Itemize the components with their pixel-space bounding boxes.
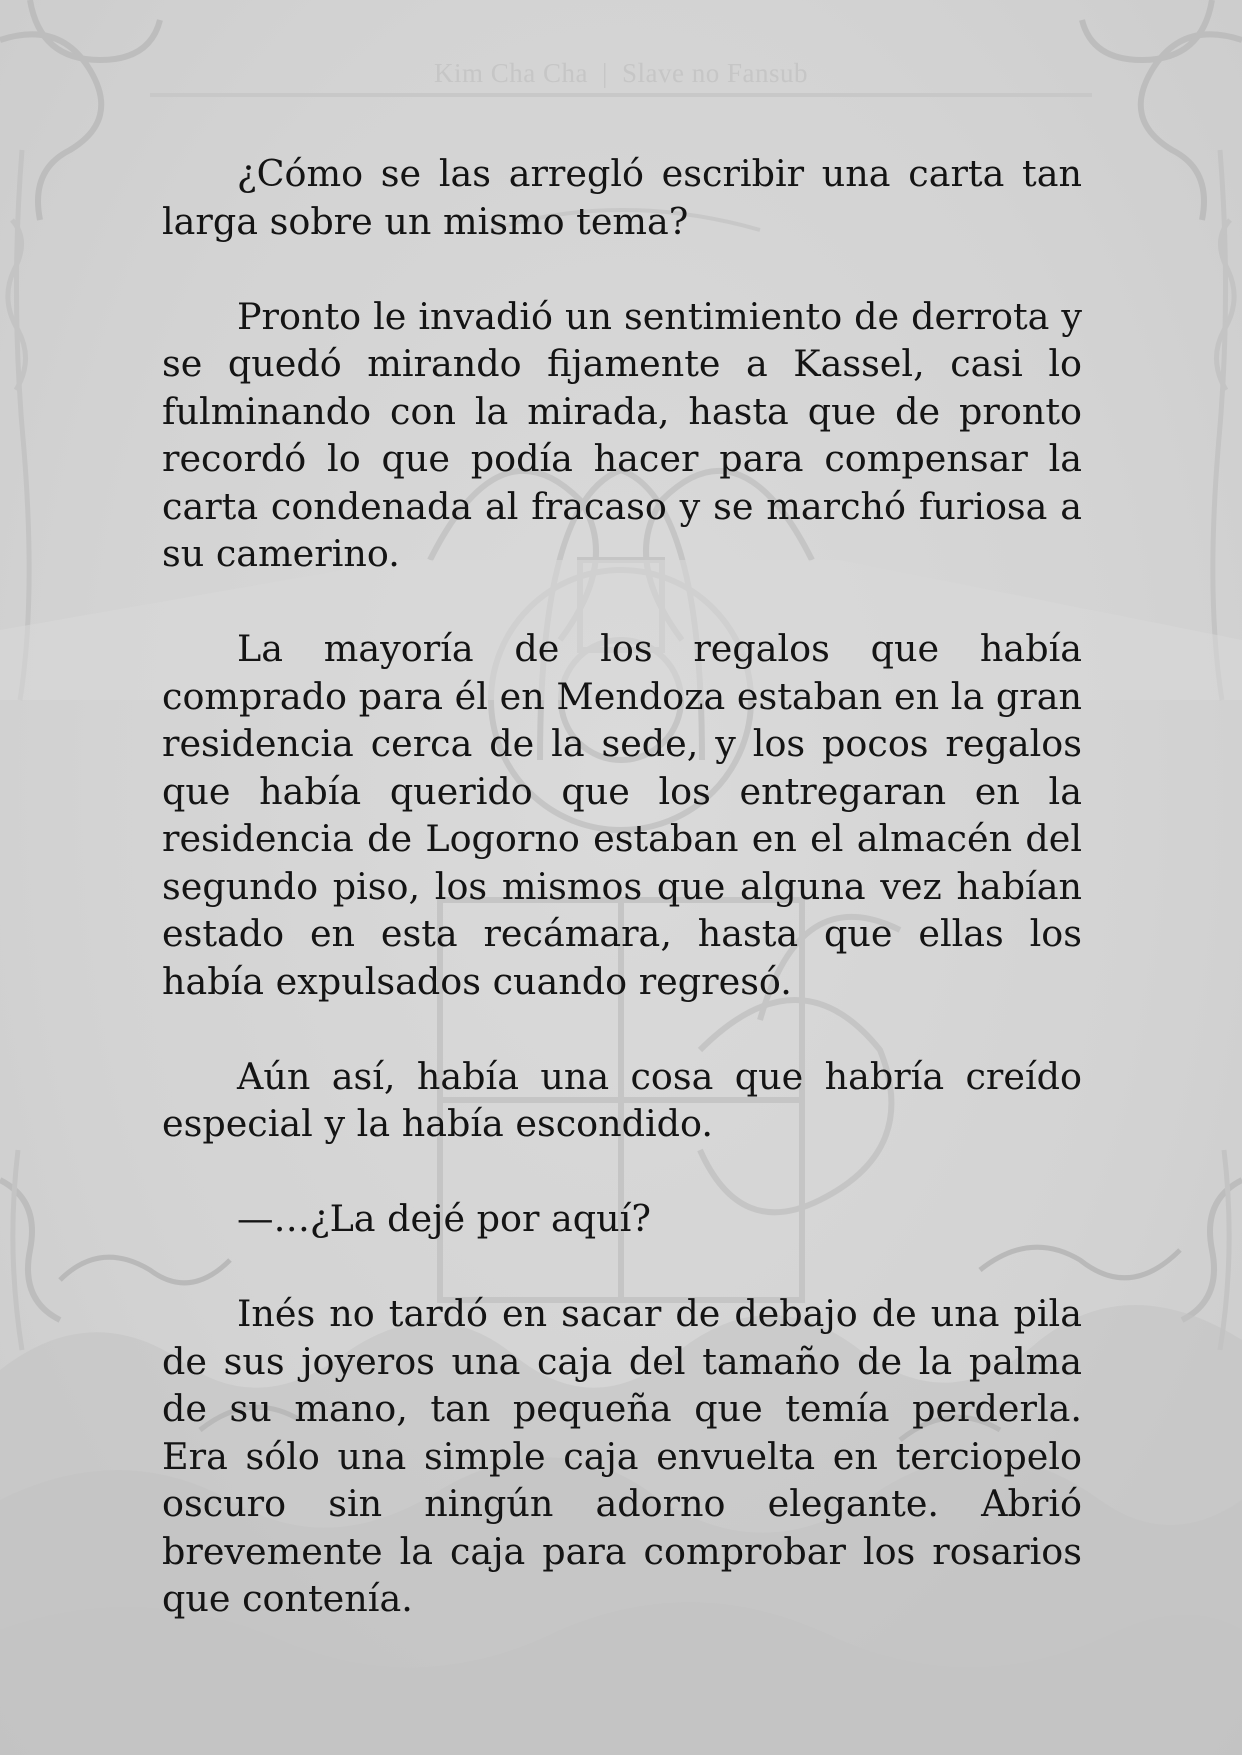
header-group: Slave no Fansub	[621, 58, 808, 88]
paragraph: Pronto le invadió un sentimiento de derrota y se quedó mirando fijamente a Kassel, casi lo fulminando con la mirada, hasta que de pronto recordó lo que podía hacer para compensar la carta condenada al fracaso y se marchó furiosa a su camerino.	[162, 294, 1082, 575]
paragraph: Aún así, había una cosa que habría creído especial y la había escondido.	[162, 1054, 1082, 1145]
paragraph: —…¿La dejé por aquí?	[237, 1197, 651, 1240]
paragraph: Inés no tardó en sacar de debajo de una pila de sus joyeros una caja del tamaño de la palma de su mano, tan pequeña que temía perderla. Era sólo una simple caja envuelta en terciopelo oscuro sin ningún adorno elegante. Abrió brevemente la caja para comprobar los rosarios que contenía.	[162, 1292, 1082, 1620]
paragraph: ¿Cómo se las arregló escribir una carta tan larga sobre un mismo tema?	[162, 152, 1082, 243]
body-text	[162, 150, 1082, 1670]
header-separator: |	[602, 58, 608, 88]
paragraph: La mayoría de los regalos que había comprado para él en Mendoza estaban en la gran residencia cerca de la sede, y los pocos regalos que había querido que los entregaran en la residencia de Logorno estaban en el almacén del segundo piso, los mismos que alguna vez habían estado en esta recámara, hasta que ellas los había expulsados cuando regresó.	[162, 627, 1082, 1003]
header-author: Kim Cha Cha	[434, 58, 589, 88]
running-header	[0, 58, 1242, 89]
